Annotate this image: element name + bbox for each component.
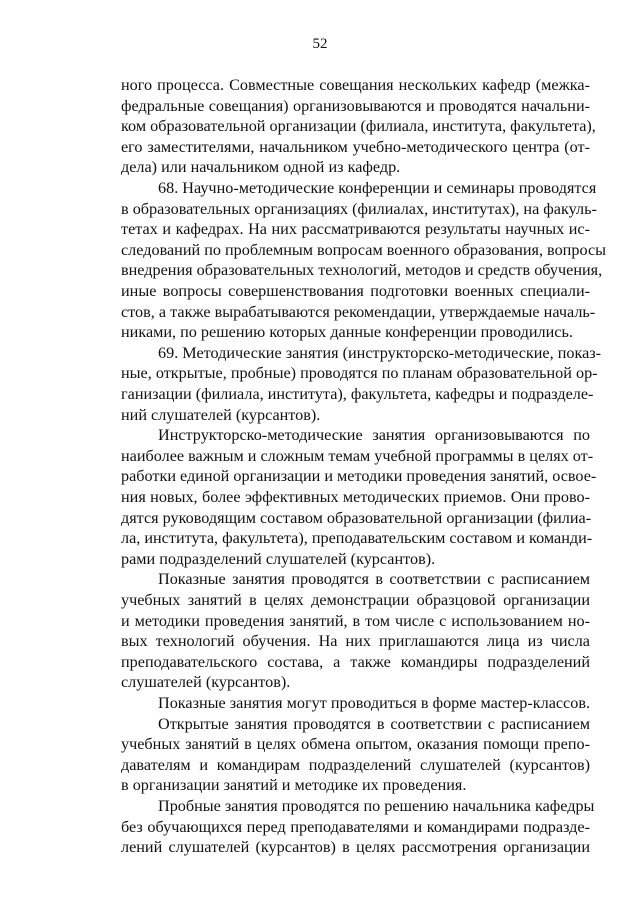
text-line: федральные совещания) организовываются и проводятся начальни- bbox=[121, 96, 590, 115]
text-line: ла, института, факультета), преподавательским составом и команди- bbox=[121, 529, 593, 548]
text-line: никами, по решению которых данные конференции проводились. bbox=[121, 323, 573, 342]
text-line: рами подразделений слушателей (курсантов). bbox=[121, 549, 436, 568]
text-line: ного процесса. Совместные совещания нескольких кафедр (межка- bbox=[121, 76, 590, 94]
text-line: в организации занятий и методике их проведения. bbox=[121, 776, 467, 795]
text-line: учебных занятий в целях обмена опытом, оказания помощи препо- bbox=[121, 735, 590, 754]
text-line: ния новых, более эффективных методических приемов. Они прово- bbox=[121, 488, 590, 506]
text-line: ний слушателей (курсантов). bbox=[121, 405, 321, 424]
text-line: следований по проблемным вопросам военного образования, вопросы bbox=[121, 240, 607, 259]
text-line: вых технологий обучения. На них приглашаются лица из числа bbox=[121, 632, 590, 651]
text-line: в образовательных организациях (филиалах, институтах), на факуль- bbox=[121, 199, 597, 218]
text-line: тетах и кафедрах. На них рассматриваются результаты научных ис- bbox=[121, 220, 590, 239]
text-line: учебных занятий в целях демонстрации образцовой организации bbox=[121, 591, 590, 609]
text-line: давателям и командирам подразделений слушателей (курсантов) bbox=[121, 755, 590, 774]
text-line: преподавательского состава, а также командиры подразделений bbox=[121, 652, 590, 671]
text-line: стов, а также вырабатываются рекомендации, утверждаемые началь- bbox=[121, 302, 596, 321]
text-line: 68. Научно-методические конференции и семинары проводятся bbox=[158, 179, 597, 197]
text-line: слушателей (курсантов). bbox=[121, 673, 291, 692]
text-line: работки единой организации и методики проведения занятий, освое- bbox=[121, 467, 597, 486]
text-line: без обучающихся перед преподавателями и командирами подразде- bbox=[121, 817, 590, 836]
text-line: Показные занятия могут проводиться в форме мастер-классов. bbox=[158, 694, 591, 712]
text-line: Пробные занятия проводятся по решению начальника кафедры bbox=[158, 797, 595, 815]
text-line: ные, открытые, пробные) проводятся по планам образовательной ор- bbox=[121, 364, 598, 383]
text-line: иные вопросы совершенствования подготовки военных специали- bbox=[121, 282, 590, 300]
text-line: и методики проведения занятий, в том числе с использованием но- bbox=[121, 611, 590, 630]
text-line: 69. Методические занятия (инструкторско-методические, показ- bbox=[158, 343, 602, 362]
text-line: лений слушателей (курсантов) в целях рассмотрения организации bbox=[121, 838, 590, 857]
text-line: ком образовательной организации (филиала, института, факультета), bbox=[121, 117, 596, 136]
text-line: Открытые занятия проводятся в соответствии с расписанием bbox=[158, 714, 590, 733]
text-line: Инструкторско-методические занятия организовываются по bbox=[158, 426, 590, 445]
page-number: 52 bbox=[312, 36, 328, 52]
text-line: ганизации (филиала, института), факультета, кафедры и подразделе- bbox=[121, 385, 594, 403]
text-line: наиболее важным и сложным темам учебной программы в целях от- bbox=[121, 446, 594, 465]
text-line: дела) или начальником одной из кафедр. bbox=[121, 158, 401, 177]
text-line: его заместителями, начальником учебно-методического центра (от- bbox=[121, 137, 590, 156]
text-line: Показные занятия проводятся в соответствии с расписанием bbox=[158, 570, 590, 589]
text-line: внедрения образовательных технологий, методов и средств обучения, bbox=[121, 261, 603, 280]
text-line: дятся руководящим составом образовательной организации (филиа- bbox=[121, 508, 592, 527]
